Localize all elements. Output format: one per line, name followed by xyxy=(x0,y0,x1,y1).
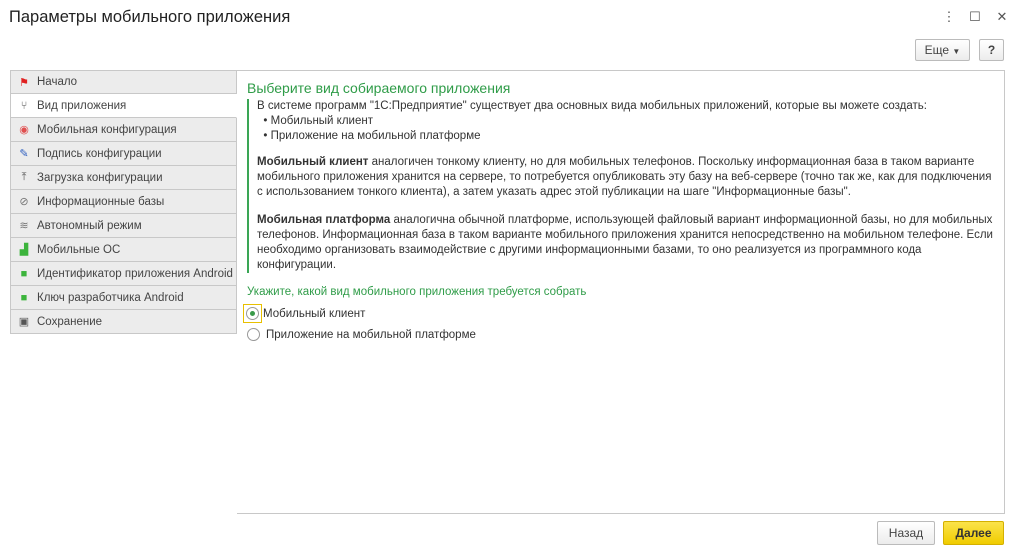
window-title: Параметры мобильного приложения xyxy=(9,8,291,26)
android-icon: ■ xyxy=(20,291,28,304)
platform-text: телефонов. Информационная база в таком варианте мобильного приложения хранится непосредственно на мобильном телефоне. Если xyxy=(257,229,993,241)
finish-flag-icon: ▣ xyxy=(18,316,30,328)
platform-text: аналогична обычной платформе, использующей файловый вариант информационной базы, но для мобильных xyxy=(390,214,993,226)
client-term: Мобильный клиент xyxy=(257,156,369,168)
step-android-app-id[interactable] xyxy=(10,262,237,286)
more-icon[interactable]: ⋮ xyxy=(942,9,956,24)
step-label: Информационные базы xyxy=(37,195,165,208)
next-button[interactable]: Далее xyxy=(943,521,1004,545)
step-save[interactable] xyxy=(10,310,237,334)
help-button[interactable]: ? xyxy=(979,39,1004,61)
flag-icon: ⚑ xyxy=(19,76,29,89)
step-start[interactable] xyxy=(10,70,237,94)
link-icon: ⊘ xyxy=(19,196,29,208)
chevron-down-icon: ▼ xyxy=(952,47,961,56)
content-panel xyxy=(237,70,1005,514)
step-label: Мобильные ОС xyxy=(37,243,121,256)
step-config-upload[interactable] xyxy=(10,166,237,190)
step-android-dev-key[interactable] xyxy=(10,286,237,310)
ios-android-icon: ▟ xyxy=(19,244,29,256)
step-label: Автономный режим xyxy=(37,219,142,232)
bullet-text: Мобильный клиент xyxy=(270,115,373,127)
bullet-item: • Мобильный клиент xyxy=(257,115,373,127)
choose-label: Укажите, какой вид мобильного приложения требуется собрать xyxy=(247,286,587,298)
step-infobases[interactable] xyxy=(10,190,237,214)
step-app-type[interactable] xyxy=(10,94,237,118)
more-button[interactable] xyxy=(915,39,970,61)
radio-checked-icon[interactable] xyxy=(246,307,259,320)
step-mobile-os[interactable] xyxy=(10,238,237,262)
bullet-item: • Приложение на мобильной платформе xyxy=(257,130,481,142)
radio-label: Мобильный клиент xyxy=(263,307,366,320)
pen-icon: ✎ xyxy=(19,148,29,160)
config-icon: ◉ xyxy=(19,124,29,136)
step-label: Вид приложения xyxy=(37,99,127,112)
platform-text: необходимо организовать взаимодействие с другими информационными базами, то оно реализуется из программного кода xyxy=(257,244,922,256)
android-icon: ■ xyxy=(20,267,28,280)
step-label: Загрузка конфигурации xyxy=(37,171,163,184)
radio-unchecked-icon[interactable] xyxy=(247,328,260,341)
focus-frame xyxy=(243,304,262,323)
step-label: Начало xyxy=(37,76,78,88)
bullet-text: Приложение на мобильной платформе xyxy=(270,130,481,142)
client-text: аналогичен тонкому клиенту, но для мобильных телефонов. Поскольку информационная база в таком варианте xyxy=(368,156,975,168)
offline-icon: ≋ xyxy=(19,220,29,232)
step-mobile-config[interactable] xyxy=(10,118,237,142)
client-text: мобильного приложения хранится на сервере, то потребуется опубликовать эту базу на веб-сервере (точно так же, как для подключения xyxy=(257,171,992,183)
step-label: Мобильная конфигурация xyxy=(37,123,177,136)
maximize-icon[interactable]: ☐ xyxy=(969,9,981,24)
upload-icon: ⤒ xyxy=(21,171,27,183)
platform-text: конфигурации. xyxy=(257,259,337,271)
more-label: Еще xyxy=(924,43,950,57)
step-label: Сохранение xyxy=(37,315,103,328)
back-button[interactable]: Назад xyxy=(877,521,935,545)
close-icon[interactable]: ✕ xyxy=(996,9,1008,24)
client-text: с использованием тонкого клиента), а затем указать адрес этой публикации на шаге "Информационные базы". xyxy=(257,186,851,198)
radio-mobile-platform[interactable] xyxy=(247,328,476,341)
description xyxy=(247,99,997,273)
step-label: Подпись конфигурации xyxy=(37,147,162,160)
step-label: Идентификатор приложения Android xyxy=(37,267,233,280)
radio-mobile-client[interactable] xyxy=(247,304,365,323)
tree-icon: ⑂ xyxy=(20,99,28,112)
step-config-signature[interactable] xyxy=(10,142,237,166)
intro-text: В системе программ "1С:Предприятие" существует два основных вида мобильных приложений, которые вы можете создать: xyxy=(257,100,927,112)
platform-term: Мобильная платформа xyxy=(257,214,391,226)
step-label: Ключ разработчика Android xyxy=(37,291,184,304)
page-heading: Выберите вид собираемого приложения xyxy=(247,80,511,96)
step-offline[interactable] xyxy=(10,214,237,238)
wizard-steps xyxy=(10,70,237,334)
radio-label: Приложение на мобильной платформе xyxy=(266,328,476,341)
